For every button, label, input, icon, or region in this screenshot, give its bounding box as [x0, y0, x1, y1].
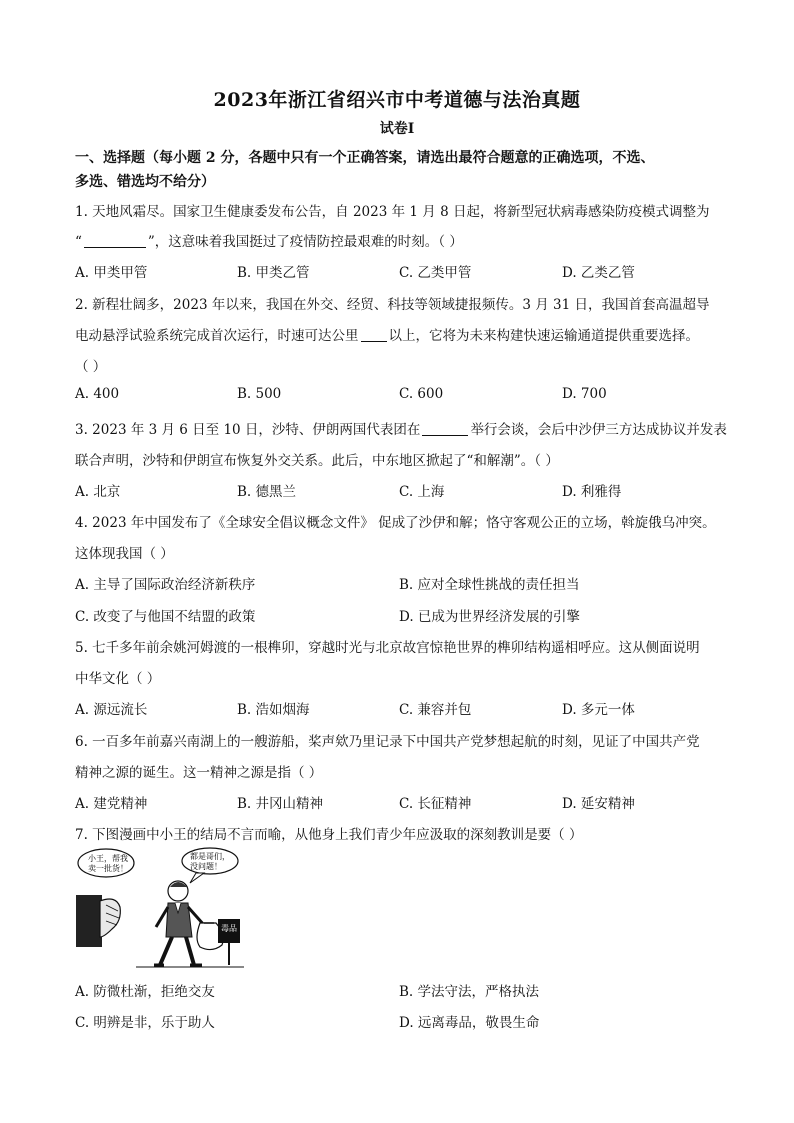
question-1-line2: “ ”，这意味着我国挺过了疫情防控最艰难的时刻。（ ） — [75, 234, 463, 250]
question-3-option-a: A. 北京 — [75, 484, 121, 500]
question-2-option-a: A. 400 — [75, 386, 120, 402]
question-5-option-a: A. 源远流长 — [75, 702, 148, 718]
question-5-option-c: C. 兼容并包 — [399, 702, 472, 718]
answer-blank — [422, 421, 468, 436]
question-1-option-c: C. 乙类甲管 — [399, 265, 472, 281]
speech-bubble-left-line2: 卖一批货！ — [88, 864, 128, 873]
page-title: 2023年浙江省绍兴市中考道德与法治真题 — [213, 89, 581, 111]
question-2-option-c: C. 600 — [399, 386, 444, 402]
question-3-option-c: C. 上海 — [399, 484, 445, 500]
answer-blank — [361, 327, 387, 342]
speech-bubble-right-line1: 都是哥们， — [190, 852, 230, 861]
speech-bubble-left-line1: 小王，帮我 — [88, 854, 128, 863]
question-1-option-d: D. 乙类乙管 — [562, 265, 635, 281]
question-6-line2: 精神之源的诞生。这一精神之源是指（ ） — [75, 765, 323, 781]
question-6-option-d: D. 延安精神 — [562, 796, 635, 812]
speech-bubble-right-tail — [190, 873, 204, 883]
question-6-option-c: C. 长征精神 — [399, 796, 472, 812]
question-6-line1: 6. 一百多年前嘉兴南湖上的一艘游船，桨声欸乃里记录下中国共产党梦想起航的时刻，见证了中国共产党 — [75, 734, 700, 750]
question-2-line3: （ ） — [75, 359, 107, 375]
question-4-option-c: C. 改变了与他国不结盟的政策 — [75, 609, 256, 625]
question-4-option-a: A. 主导了国际政治经济新秩序 — [75, 577, 256, 593]
walking-man-icon — [154, 881, 204, 965]
question-1-option-a: A. 甲类甲管 — [75, 265, 148, 281]
question-5-option-b: B. 浩如烟海 — [237, 702, 310, 718]
speech-bubble-right-line2: 没问题！ — [190, 862, 222, 871]
question-3-line2: 联合声明，沙特和伊朗宣布恢复外交关系。此后，中东地区掀起了“和解潮”。（ ） — [75, 453, 559, 469]
question-2-option-b: B. 500 — [237, 386, 282, 402]
question-1-option-b: B. 甲类乙管 — [237, 265, 310, 281]
drug-sign-label: 毒品 — [221, 924, 237, 933]
question-6-option-b: B. 井冈山精神 — [237, 796, 324, 812]
question-2-option-d: D. 700 — [562, 386, 607, 402]
answer-blank — [84, 233, 146, 248]
question-3-option-b: B. 德黑兰 — [237, 484, 297, 500]
question-2-line2: 电动悬浮试验系统完成首次运行，时速可达公里 以上，它将为未来构建快速运输通道提供重要选择。 — [75, 328, 699, 344]
question-7-option-c: C. 明辨是非，乐于助人 — [75, 1015, 215, 1031]
question-3-line1: 3. 2023 年 3 月 6 日至 10 日，沙特、伊朗两国代表团在 举行会谈，会后中沙伊三方达成协议并发表 — [75, 422, 727, 438]
dealer-hand-icon — [76, 895, 120, 947]
question-4-option-d: D. 已成为世界经济发展的引擎 — [399, 609, 580, 625]
question-7-line1: 7. 下图漫画中小王的结局不言而喻，从他身上我们青少年应汲取的深刻教训是要（ ） — [75, 827, 583, 843]
question-4-line2: 这体现我国（ ） — [75, 546, 174, 562]
question-5-line1: 5. 七千多年前余姚河姆渡的一根榫卯，穿越时光与北京故宫惊艳世界的榫卯结构遥相呼应。这从侧面说明 — [75, 640, 700, 656]
drug-sign — [218, 919, 240, 965]
question-4-line1: 4. 2023 年中国发布了《全球安全倡议概念文件》 促成了沙伊和解；恪守客观公正的立场，斡旋俄乌冲突。 — [75, 515, 716, 531]
question-5-line2: 中华文化（ ） — [75, 671, 161, 687]
question-7-option-a: A. 防微杜渐，拒绝交友 — [75, 984, 215, 1000]
question-4-option-b: B. 应对全球性挑战的责任担当 — [399, 577, 580, 593]
question-5-option-d: D. 多元一体 — [562, 702, 635, 718]
question-3-option-d: D. 利雅得 — [562, 484, 622, 500]
cartoon-illustration — [76, 847, 246, 969]
question-2-line1: 2. 新程壮阔多，2023 年以来，我国在外交、经贸、科技等领域捷报频传。3 月 31 日，我国首套高温超导 — [75, 297, 710, 313]
page-subtitle: 试卷I — [379, 121, 415, 137]
section-heading-line2: 多选、错选均不给分） — [75, 174, 215, 190]
question-7-option-b: B. 学法守法，严格执法 — [399, 984, 540, 1000]
question-7-option-d: D. 远离毒品，敬畏生命 — [399, 1015, 540, 1031]
question-6-option-a: A. 建党精神 — [75, 796, 148, 812]
question-1-line1: 1. 天地风霜尽。国家卫生健康委发布公告，自 2023 年 1 月 8 日起，将新型冠状病毒感染防疫模式调整为 — [75, 204, 710, 220]
section-heading-line1: 一、选择题（每小题 2 分，各题中只有一个正确答案，请选出最符合题意的正确选项，不选、 — [75, 150, 655, 166]
